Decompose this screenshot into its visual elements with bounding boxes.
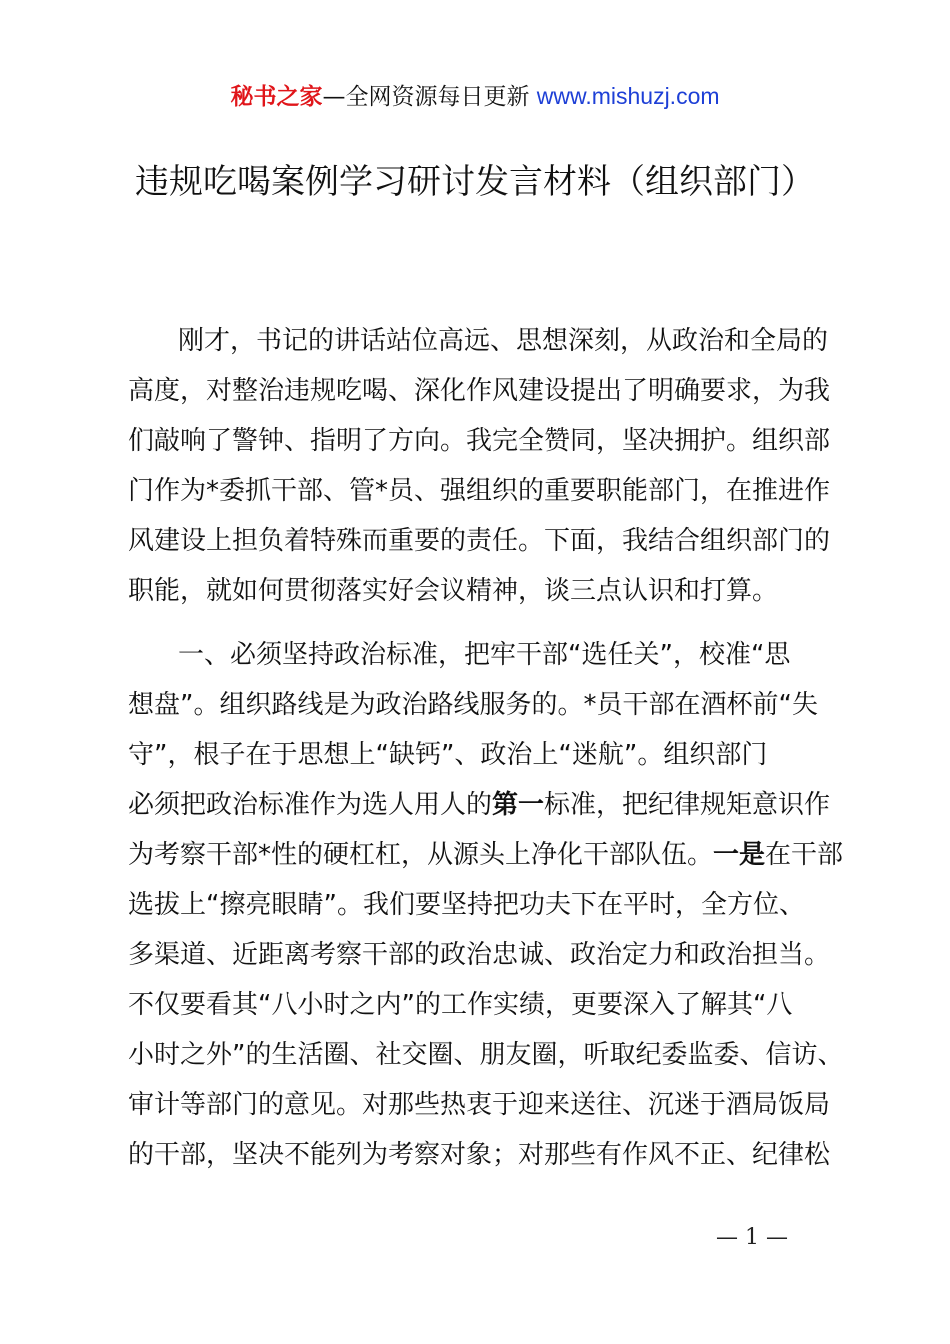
body-line — [128, 516, 830, 566]
line-text: 职能，就如何贯彻落实好会议精神，谈三点认识和打算。 — [128, 576, 779, 606]
line-text: 为考察干部*性的硬杠杠，从源头上净化干部队伍。 — [128, 840, 714, 870]
body-line — [128, 830, 843, 880]
line-text: 一、必须坚持政治标准，把牢干部“选任关”，校准“思 — [178, 640, 791, 670]
body-line — [128, 930, 830, 980]
body-line — [128, 980, 792, 1030]
body-line — [128, 566, 778, 616]
body-line — [128, 1080, 830, 1130]
line-text: 多渠道、近距离考察干部的政治忠诚、政治定力和政治担当。 — [128, 940, 831, 970]
line-text: 们敲响了警钟、指明了方向。我完全赞同，坚决拥护。组织部 — [128, 426, 831, 456]
body-line — [128, 366, 830, 416]
emphasis-text: 一是 — [713, 840, 766, 870]
body-line — [178, 630, 790, 680]
header-tagline: —全网资源每日更新 — [322, 84, 537, 110]
body-line — [128, 416, 830, 466]
page-number: — 1 — — [716, 1225, 788, 1250]
line-text: 想盘”。组织路线是为政治路线服务的。*员干部在酒杯前“失 — [128, 690, 818, 720]
site-header — [0, 80, 950, 113]
line-text: 门作为*委抓干部、管*员、强组织的重要职能部门，在推进作 — [128, 476, 831, 506]
body-line — [128, 730, 767, 780]
body-line — [128, 880, 805, 930]
body-line — [128, 780, 830, 830]
line-text: 在干部 — [765, 840, 844, 870]
body-line — [128, 466, 830, 516]
line-text: 不仅要看其“八小时之内”的工作实绩，更要深入了解其“八 — [128, 990, 793, 1020]
line-text: 选拔上“擦亮眼睛”。我们要坚持把功夫下在平时，全方位、 — [128, 890, 805, 920]
line-text: 标准，把纪律规矩意识作 — [544, 790, 831, 820]
site-url[interactable]: www.mishuzj.com — [536, 83, 720, 109]
brand-name: 秘书之家 — [230, 84, 323, 110]
emphasis-text: 第一 — [492, 790, 545, 820]
body-line — [178, 316, 828, 366]
line-text: 必须把政治标准作为选人用人的 — [128, 790, 493, 820]
line-text: 的干部，坚决不能列为考察对象；对那些有作风不正、纪律松 — [128, 1140, 831, 1170]
body-line — [128, 1030, 843, 1080]
line-text: 刚才，书记的讲话站位高远、思想深刻，从政治和全局的 — [178, 326, 829, 356]
body-line — [128, 680, 818, 730]
line-text: 守”，根子在于思想上“缺钙”、政治上“迷航”。组织部门 — [128, 740, 768, 770]
line-text: 高度，对整治违规吃喝、深化作风建设提出了明确要求，为我 — [128, 376, 831, 406]
body-line — [128, 1130, 830, 1180]
line-text: 审计等部门的意见。对那些热衷于迎来送往、沉迷于酒局饭局 — [128, 1090, 831, 1120]
document-title: 违规吃喝案例学习研讨发言材料（组织部门） — [135, 162, 815, 202]
line-text: 小时之外”的生活圈、社交圈、朋友圈，听取纪委监委、信访、 — [128, 1040, 844, 1070]
line-text: 风建设上担负着特殊而重要的责任。下面，我结合组织部门的 — [128, 526, 831, 556]
